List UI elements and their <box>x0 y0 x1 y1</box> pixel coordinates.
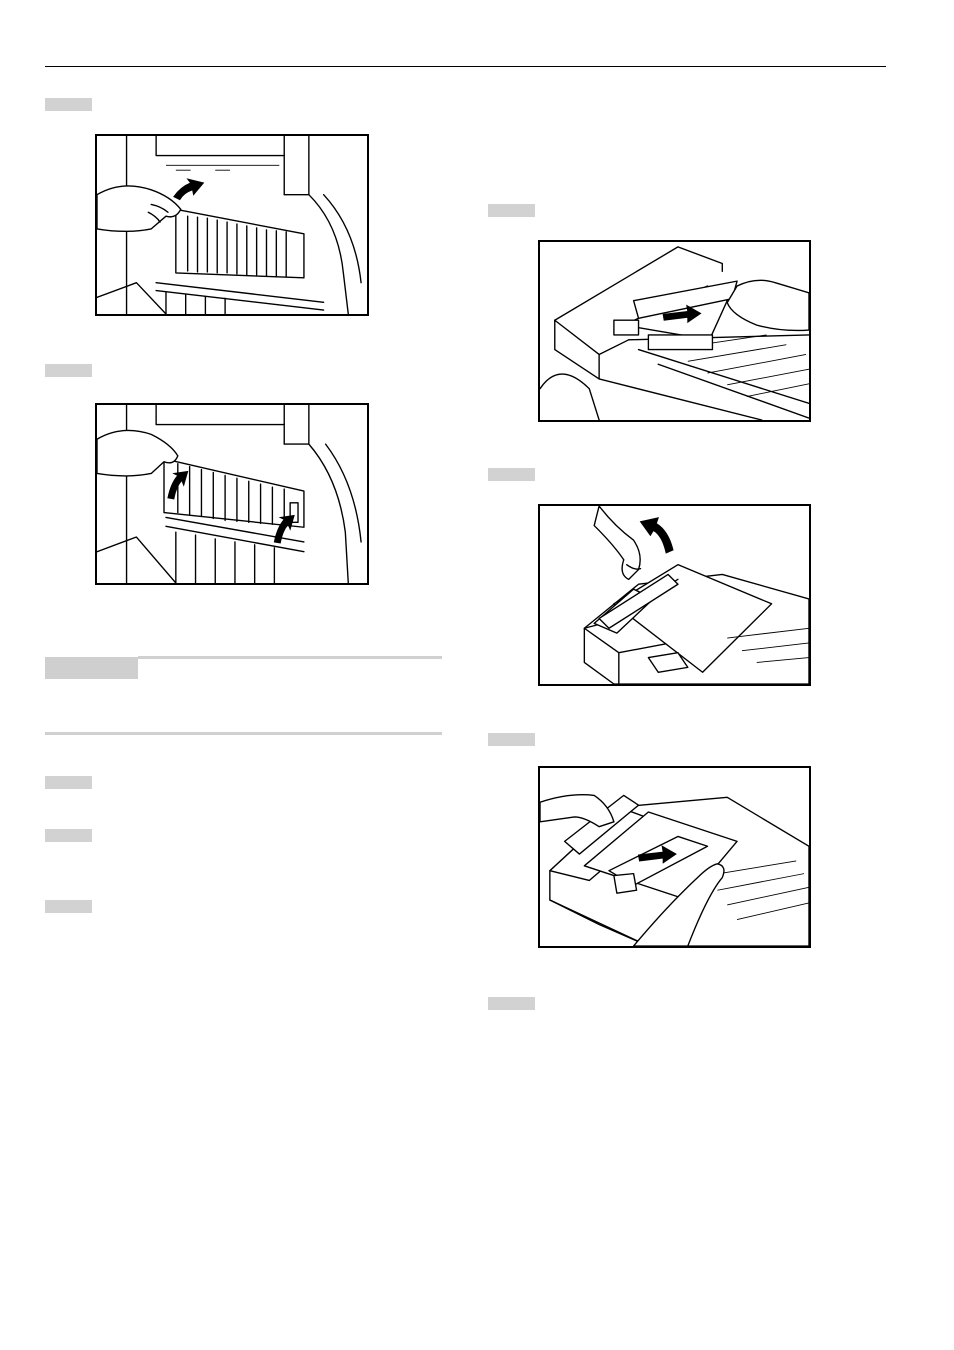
step-marker-left-5 <box>45 900 92 913</box>
step-marker-right-1 <box>488 204 535 217</box>
figure-feeder-cover-open <box>538 504 811 686</box>
figure-original-remove <box>538 240 811 422</box>
note-tab <box>45 657 138 679</box>
original-remove-illustration <box>540 242 809 420</box>
step-marker-left-1 <box>45 98 92 111</box>
pull-up-arrow-icon <box>174 179 204 200</box>
step-marker-right-4 <box>488 997 535 1010</box>
step-marker-left-4 <box>45 829 92 842</box>
header-rule <box>45 66 886 67</box>
curved-up-arrow-icon <box>641 518 674 553</box>
figure-jammed-sheet-remove <box>538 766 811 948</box>
figure-fuser-cover-lower <box>95 403 369 585</box>
step-marker-right-3 <box>488 733 535 746</box>
note-rule-bottom <box>45 732 442 735</box>
step-marker-left-3 <box>45 776 92 789</box>
jammed-sheet-remove-illustration <box>540 768 809 946</box>
step-marker-left-2 <box>45 364 92 377</box>
figure-fuser-cover-raise <box>95 134 369 316</box>
fuser-cover-raise-illustration <box>97 136 367 314</box>
step-marker-right-2 <box>488 468 535 481</box>
fuser-cover-lower-illustration <box>97 405 367 583</box>
note-rule-top <box>138 656 442 659</box>
feeder-cover-open-illustration <box>540 506 809 684</box>
